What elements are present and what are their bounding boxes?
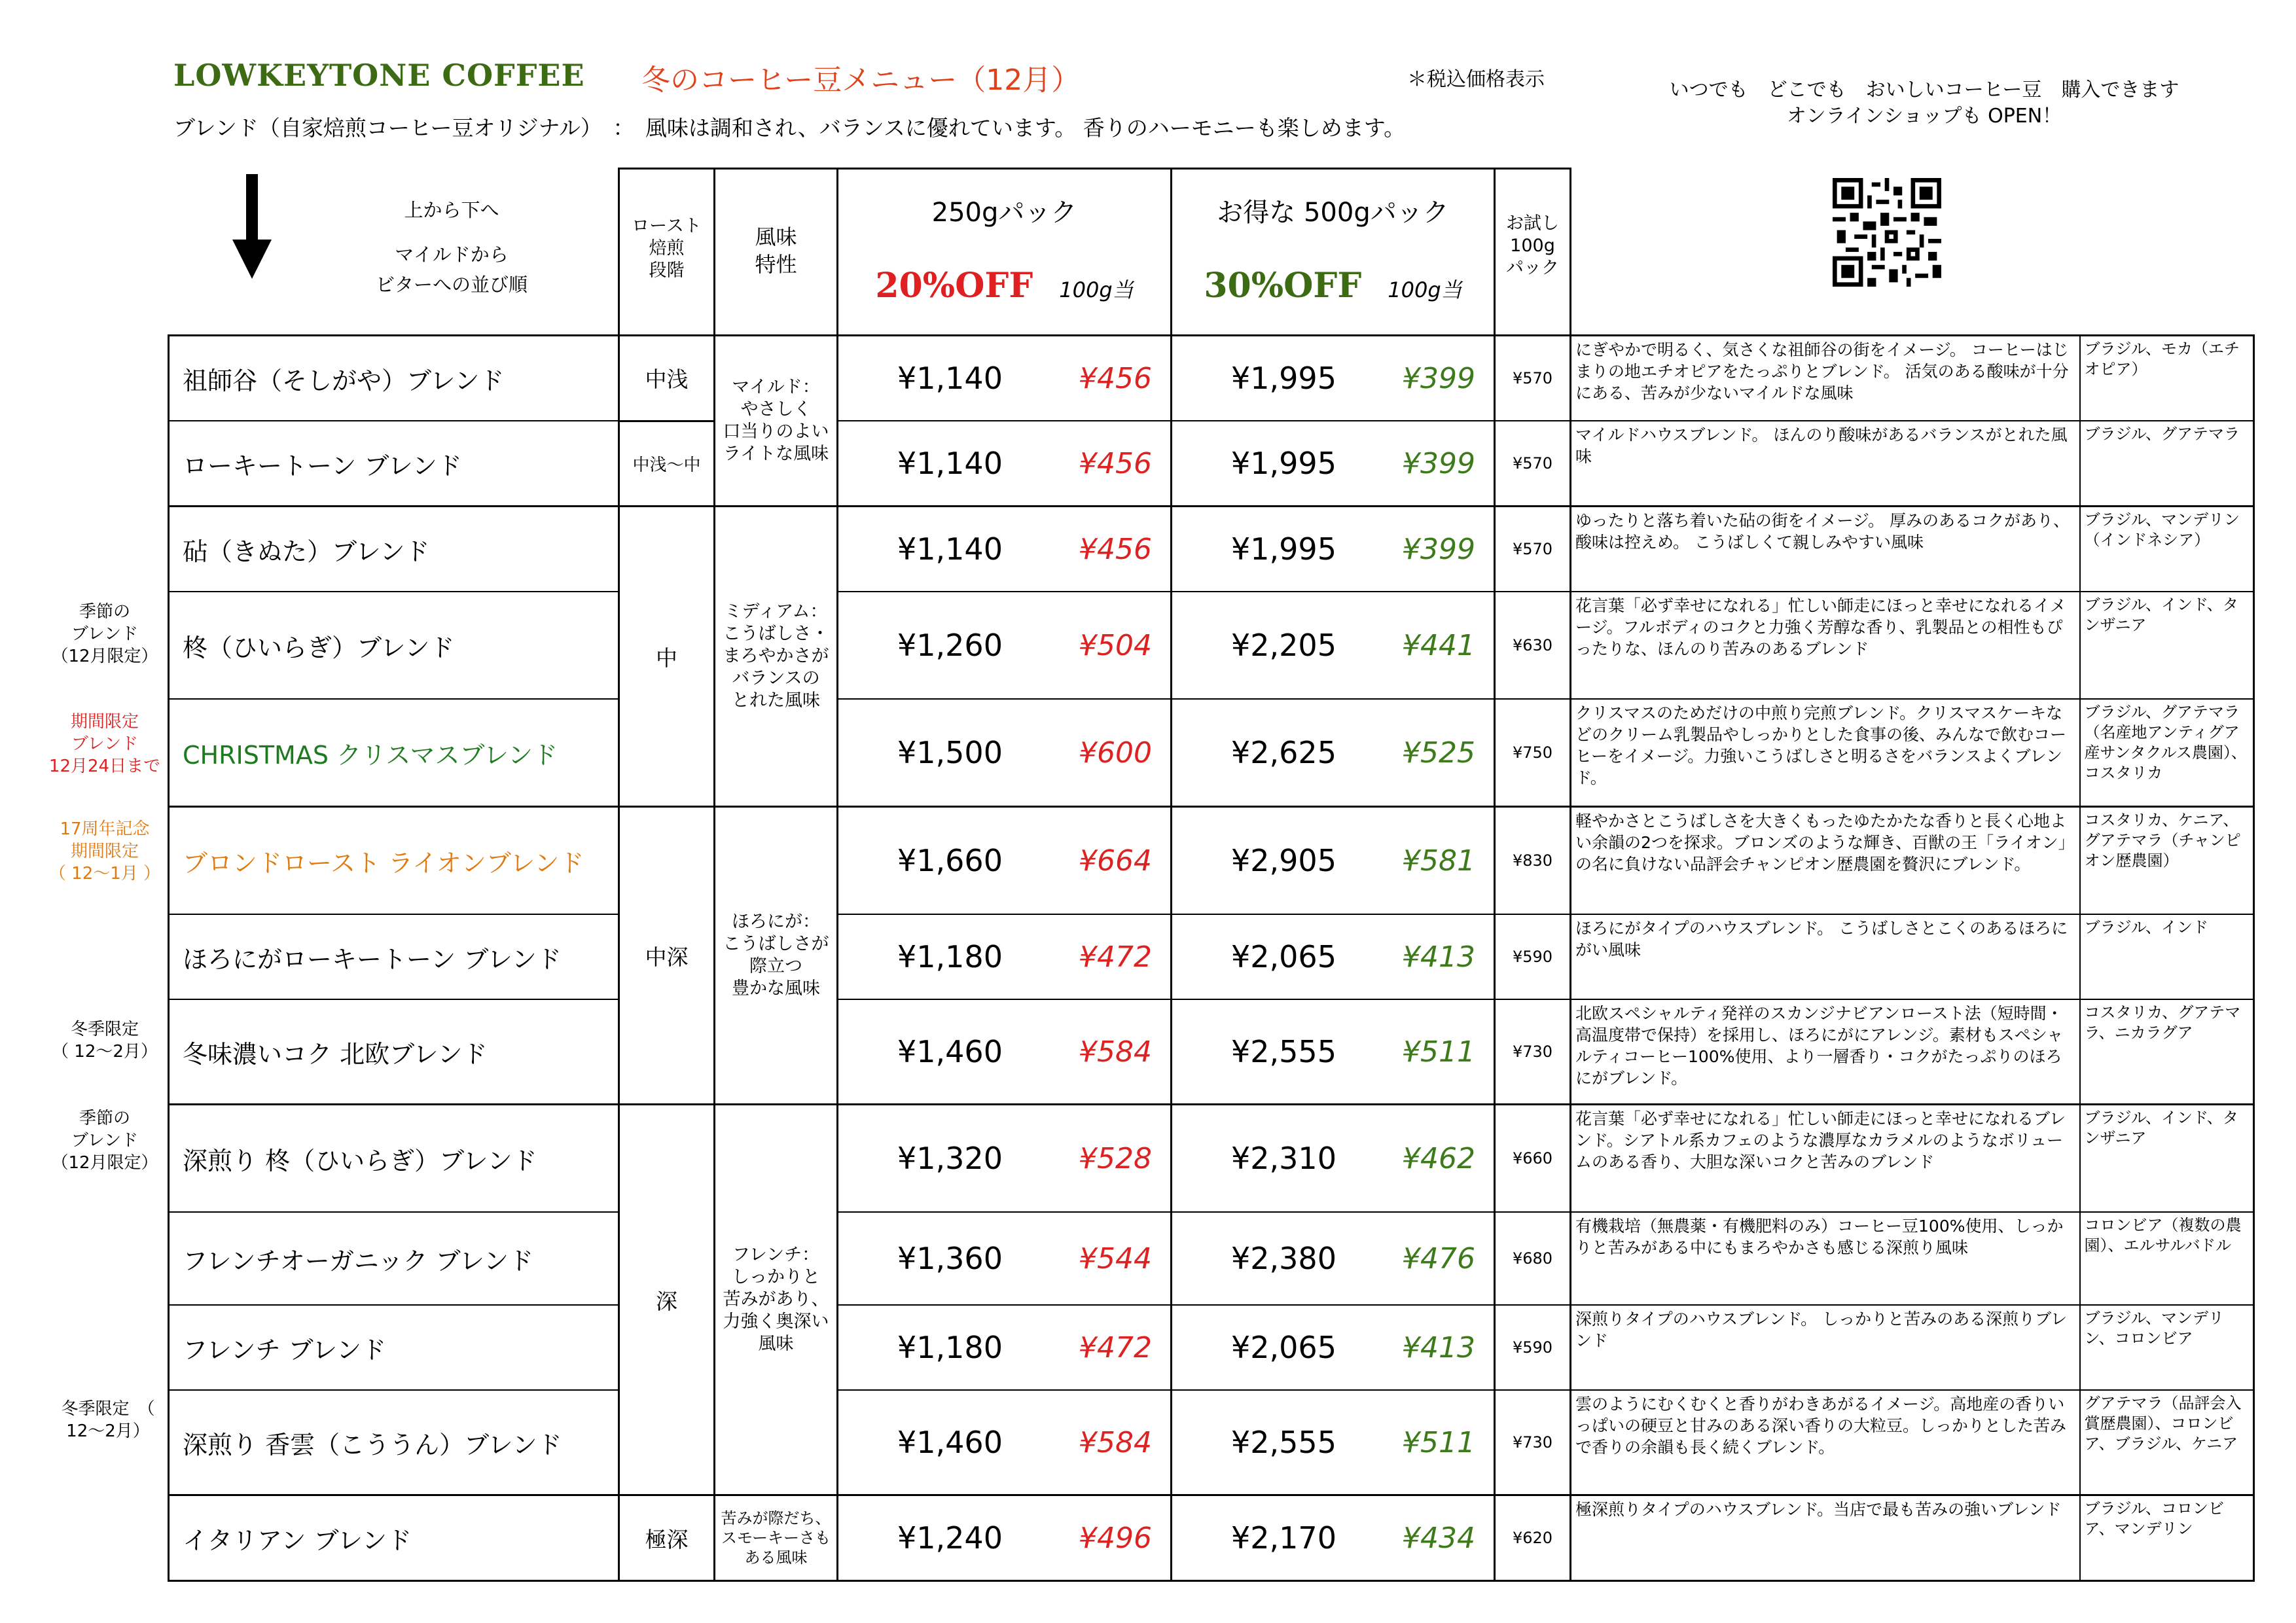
pack-price: ¥1,995 [1231,531,1336,567]
unit-price-per-100g: ¥496 [1079,1521,1152,1555]
price-500g [1172,914,1495,999]
roast-level: 中深 [619,807,715,1105]
product-origin: ブラジル、インド [2080,914,2254,999]
product-name: ローキートーン ブレンド [169,421,619,507]
trial-price: ¥620 [1495,1495,1571,1581]
pack-price: ¥1,180 [897,939,1003,974]
product-origin: ブラジル、グアテマラ（名産地アンティグア産サンタクルス農園）、コスタリカ [2080,699,2254,807]
product-row [169,699,2254,807]
unit-price-per-100g: ¥434 [1402,1521,1475,1555]
flavor-line: 豊かな風味 [732,978,820,999]
unit-price-per-100g: ¥462 [1402,1141,1475,1175]
pack-price: ¥1,140 [897,446,1003,481]
pack-price: ¥1,660 [897,843,1003,878]
price-500g [1172,336,1495,421]
product-origin: コスタリカ、ケニア、グアテマラ（チャンピオン歴農園） [2080,807,2254,915]
product-row [169,336,2254,421]
product-description: にぎやかで明るく、気さくな祖師谷の街をイメージ。 コーヒーはじまりの地エチオピアをたっぷりとブレンド。 活気のある酸味が十分にある、苦みが少ないマイルドな風味 [1571,336,2080,421]
price-250g [838,592,1172,699]
pack-price: ¥1,240 [897,1520,1003,1556]
flavor-line: 苦みがあり、 [723,1289,829,1310]
product-name: イタリアン ブレンド [169,1495,619,1581]
price-250g [838,1305,1172,1390]
product-description: 軽やかさとこうばしさを大きくもったゆたかたな香りと長く心地よい余韻の2つを探求。ブロンズのような輝き、百獣の王「ライオン」の名に負けない品評会チャンピオン歴農園を贅沢にブレンド。 [1571,807,2080,915]
unit-price-per-100g: ¥581 [1402,844,1475,878]
pack-price: ¥2,065 [1231,1330,1336,1365]
price-250g [838,699,1172,807]
product-row [169,914,2254,999]
price-500g [1172,699,1495,807]
product-row [169,507,2254,592]
product-row [169,592,2254,699]
pack-price: ¥2,380 [1231,1241,1336,1276]
side-label-winter-2: 冬季限定 （ 12～2月） [61,1399,155,1441]
price-250g [838,507,1172,592]
trial-price: ¥830 [1495,807,1571,915]
price-250g [838,421,1172,507]
price-500g [1172,1305,1495,1390]
flavor-line: ある風味 [744,1548,808,1567]
product-origin: ブラジル、インド、タンザニア [2080,592,2254,699]
unit-price-per-100g: ¥511 [1402,1425,1475,1459]
flavor-line: ほろにが： [732,912,820,932]
product-origin: ブラジル、モカ（エチオピア） [2080,336,2254,421]
flavor-profile [715,807,838,1105]
unit-price-per-100g: ¥456 [1079,446,1152,480]
product-origin: グアテマラ（品評会入賞歴農園）、コロンビア、ブラジル、ケニア [2080,1390,2254,1495]
header-spacer [169,169,619,336]
header-trial: お試し 100g パック [1495,169,1571,336]
unit-price-per-100g: ¥441 [1402,628,1475,662]
tax-note: ＊税込価格表示 [1407,68,1545,91]
flavor-line: やさしく [740,399,812,419]
product-name: CHRISTMAS クリスマスブレンド [169,699,619,807]
price-250g [838,807,1172,915]
flavor-line: バランスの [732,668,820,688]
unit-price-per-100g: ¥600 [1079,736,1152,770]
product-row [169,999,2254,1105]
product-name: フレンチ ブレンド [169,1305,619,1390]
trial-price: ¥730 [1495,999,1571,1105]
unit-price-per-100g: ¥664 [1079,844,1152,878]
flavor-line: 際立つ [749,956,802,976]
product-origin: コスタリカ、グアテマラ、ニカラグア [2080,999,2254,1105]
flavor-line: こうばしさが [723,934,829,954]
unit-price-per-100g: ¥584 [1079,1035,1152,1069]
trial-price: ¥590 [1495,914,1571,999]
product-description: ゆったりと落ち着いた砧の街をイメージ。 厚みのあるコクがあり、酸味は控えめ。 こうばしくて親しみやすい風味 [1571,507,2080,592]
roast-level: 極深 [619,1495,715,1581]
product-origin: ブラジル、インド、タンザニア [2080,1105,2254,1213]
per-100g-label: 100g当 [1059,277,1134,302]
product-description: 花言葉「必ず幸せになれる」忙しい師走にほっと幸せになれるイメージ。フルボディのコクと力強く芳醇な香り、乳製品との相性もぴったりな、ほんのり苦みのあるブレンド [1571,592,2080,699]
product-description: クリスマスのためだけの中煎り完煎ブレンド。クリスマスケーキなどのクリーム乳製品やしっかりとした食事の後、みんなで飲むコーヒーをイメージ。力強いこうばしさと明るさをバランスよくブレンド。 [1571,699,2080,807]
price-500g [1172,1212,1495,1305]
header-500g: お得な 500gパック 30%OFF 100g当 [1172,169,1495,336]
unit-price-per-100g: ¥544 [1079,1241,1152,1275]
product-name: 冬味濃いコク 北欧ブレンド [169,999,619,1105]
blend-intro: ブレンド（自家焙煎コーヒー豆オリジナル） ： 風味は調和され、バランスに優れています。 香りのハーモニーも楽しめます。 [173,115,1406,141]
unit-price-per-100g: ¥528 [1079,1141,1152,1175]
product-description: ほろにがタイプのハウスブレンド。 こうばしさとこくのあるほろにがい風味 [1571,914,2080,999]
unit-price-per-100g: ¥413 [1402,1330,1475,1364]
flavor-line: こうばしさ・ [723,624,829,644]
trial-price: ¥660 [1495,1105,1571,1213]
flavor-line: 風味 [758,1334,794,1354]
trial-price: ¥570 [1495,336,1571,421]
pack-price: ¥2,310 [1231,1141,1336,1176]
unit-price-per-100g: ¥472 [1079,1330,1152,1364]
price-500g [1172,1390,1495,1495]
price-500g [1172,1105,1495,1213]
product-row [169,1212,2254,1305]
flavor-line: フレンチ： [732,1245,820,1265]
pack-price: ¥2,170 [1231,1520,1336,1556]
product-description: マイルドハウスブレンド。 ほんのり酸味があるバランスがとれた風味 [1571,421,2080,507]
price-500g [1172,421,1495,507]
price-500g [1172,1495,1495,1581]
coffee-menu-table [168,168,2255,1582]
brand-name: LOWKEYTONE COFFEE [173,58,585,93]
product-description: 深煎りタイプのハウスブレンド。 しっかりと苦みのある深煎りブレンド [1571,1305,2080,1390]
pack-price: ¥1,180 [897,1330,1003,1365]
pack-price: ¥1,460 [897,1425,1003,1460]
unit-price-per-100g: ¥584 [1079,1425,1152,1459]
flavor-line: しっかりと [732,1267,820,1287]
trial-price: ¥570 [1495,421,1571,507]
product-description: 雲のようにむくむくと香りがわきあがるイメージ。高地産の香りいっぱいの硬豆と甘みのある深い香りの大粒豆。しっかりとした苦みで香りの余韻も長く続くブレンド。 [1571,1390,2080,1495]
order-note-line-3: ビターへの並び順 [375,274,528,296]
flavor-line: 口当りのよい [723,421,829,442]
header-roast: ロースト 焙煎 段階 [619,169,715,336]
pack-price: ¥2,905 [1231,843,1336,878]
unit-price-per-100g: ¥456 [1079,361,1152,395]
unit-price-per-100g: ¥399 [1402,532,1475,566]
pack-price: ¥1,140 [897,531,1003,567]
pack-price: ¥1,260 [897,628,1003,663]
product-name: 深煎り 香雲（こううん）ブレンド [169,1390,619,1495]
product-name: 深煎り 柊（ひいらぎ）ブレンド [169,1105,619,1213]
unit-price-per-100g: ¥413 [1402,940,1475,974]
roast-level: 中 [619,507,715,807]
pack-price: ¥1,500 [897,735,1003,770]
unit-price-per-100g: ¥472 [1079,940,1152,974]
flavor-line: スモーキーさも [721,1529,831,1547]
flavor-profile [715,336,838,507]
flavor-line: ライトな風味 [723,444,829,464]
pack-price: ¥2,625 [1231,735,1336,770]
trial-price: ¥590 [1495,1305,1571,1390]
product-row [169,1495,2254,1581]
side-label-seasonal-1: 季節の ブレンド （12月限定） [51,602,158,666]
flavor-line: ミディアム： [724,601,828,622]
flavor-profile [715,1105,838,1495]
unit-price-per-100g: ¥399 [1402,446,1475,480]
flavor-line: マイルド： [732,377,820,397]
price-250g [838,1105,1172,1213]
side-label-winter-1: 冬季限定 （ 12～2月） [52,1020,158,1061]
flavor-profile [715,507,838,807]
product-row [169,1105,2254,1213]
price-500g [1172,592,1495,699]
pack-price: ¥1,460 [897,1034,1003,1069]
pack-price: ¥2,205 [1231,628,1336,663]
unit-price-per-100g: ¥504 [1079,628,1152,662]
pack-price: ¥1,320 [897,1141,1003,1176]
online-line-1: いつでも どこでも おいしいコーヒー豆 購入できます [1669,79,2179,101]
price-500g [1172,807,1495,915]
product-row [169,1390,2254,1495]
unit-price-per-100g: ¥476 [1402,1241,1475,1275]
pack-price: ¥2,555 [1231,1034,1336,1069]
pack-price: ¥2,555 [1231,1425,1336,1460]
product-description: 北欧スペシャルティ発祥のスカンジナビアンロースト法（短時間・高温度帯で保持）を採用し、ほろにがにアレンジ。素材もスペシャルティコーヒー100%使用、より一層香り・コクがたっぷりのほろにがブレンド。 [1571,999,2080,1105]
trial-price: ¥750 [1495,699,1571,807]
product-name: フレンチオーガニック ブレンド [169,1212,619,1305]
product-origin: ブラジル、コロンビア、マンデリン [2080,1495,2254,1581]
side-label-limited-xmas: 期間限定 ブレンド 12月24日まで [48,712,161,776]
header-flavor: 風味 特性 [715,169,838,336]
flavor-line: 苦みが際だち、 [721,1509,831,1527]
online-shop-note [1597,77,2251,130]
product-name: 砧（きぬた）ブレンド [169,507,619,592]
product-name: ほろにがローキートーン ブレンド [169,914,619,999]
online-line-2: オンラインショップも OPEN！ [1786,105,2062,128]
side-label-seasonal-2: 季節の ブレンド （12月限定） [51,1109,158,1173]
price-250g [838,1495,1172,1581]
unit-price-per-100g: ¥399 [1402,361,1475,395]
product-origin: ブラジル、マンデリン、コロンビア [2080,1305,2254,1390]
price-250g [838,914,1172,999]
menu-title: 冬のコーヒー豆メニュー（12月） [641,63,1081,97]
unit-price-per-100g: ¥456 [1079,532,1152,566]
pack-price: ¥2,065 [1231,939,1336,974]
pack-price: ¥1,995 [1231,361,1336,396]
flavor-line: 力強く奥深い [723,1311,829,1332]
product-description: 有機栽培（無農薬・有機肥料のみ）コーヒー豆100%使用、しっかりと苦みがある中にもまろやかさも感じる深煎り風味 [1571,1212,2080,1305]
price-250g [838,1390,1172,1495]
discount-20-label: 20%OFF [875,266,1033,306]
roast-level: 中浅 [619,336,715,421]
order-note-line-2: マイルドから [395,243,509,266]
product-name: 柊（ひいらぎ）ブレンド [169,592,619,699]
flavor-line: とれた風味 [732,690,820,711]
flavor-line: まろやかさが [723,646,829,666]
trial-price: ¥630 [1495,592,1571,699]
product-row [169,421,2254,507]
price-250g [838,336,1172,421]
product-origin: ブラジル、グアテマラ [2080,421,2254,507]
product-description: 極深煎りタイプのハウスブレンド。当店で最も苦みの強いブレンド [1571,1495,2080,1581]
roast-level: 深 [619,1105,715,1495]
price-500g [1172,999,1495,1105]
product-name: 祖師谷（そしがや）ブレンド [169,336,619,421]
unit-price-per-100g: ¥525 [1402,736,1475,770]
product-origin: コロンビア（複数の農園）、エルサルバドル [2080,1212,2254,1305]
price-500g [1172,507,1495,592]
product-origin: ブラジル、マンデリン（インドネシア） [2080,507,2254,592]
discount-30-label: 30%OFF [1204,266,1362,306]
unit-price-per-100g: ¥511 [1402,1035,1475,1069]
per-100g-label: 100g当 [1388,277,1462,302]
side-label-anniversary: 17周年記念 期間限定 （ 12～1月 ） [48,819,161,883]
order-note-line-1: 上から下へ [404,199,499,221]
product-description: 花言葉「必ず幸せになれる」忙しい師走にほっと幸せになれるブレンド。シアトル系カフェのような濃厚なカラメルのようなボリュームのある香り、大胆な深いコクと苦みのブレンド [1571,1105,2080,1213]
product-row [169,1305,2254,1390]
header-250g: 250gパック 20%OFF 100g当 [838,169,1172,336]
trial-price: ¥570 [1495,507,1571,592]
pack-price: ¥1,140 [897,361,1003,396]
flavor-profile [715,1495,838,1581]
product-row [169,807,2254,915]
pack-price: ¥1,995 [1231,446,1336,481]
price-250g [838,1212,1172,1305]
trial-price: ¥680 [1495,1212,1571,1305]
price-250g [838,999,1172,1105]
trial-price: ¥730 [1495,1390,1571,1495]
product-name: ブロンドロースト ライオンブレンド [169,807,619,915]
roast-level: 中浅～中 [619,421,715,507]
pack-price: ¥1,360 [897,1241,1003,1276]
